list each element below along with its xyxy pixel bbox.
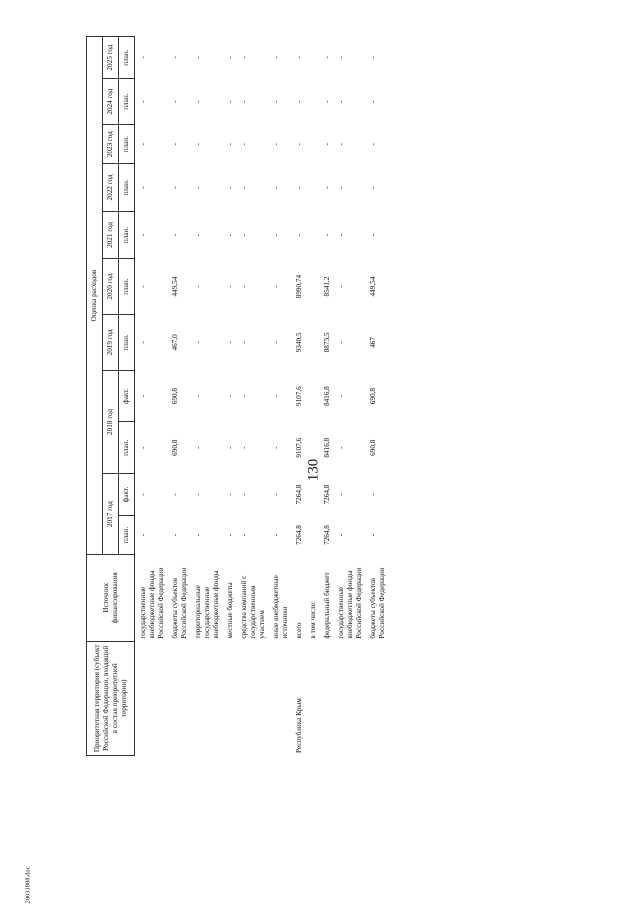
value-cell: -	[240, 143, 248, 146]
table-row	[368, 37, 388, 756]
value-cell: 7264,8	[295, 525, 303, 545]
value-cell: -	[337, 186, 345, 189]
value-cell: 8990,74	[295, 274, 303, 299]
value-cell: -	[240, 233, 248, 237]
value-cell: -	[337, 143, 345, 146]
source-cell: государственные внебюджетные фонды Российской Федерации	[337, 567, 363, 639]
value-cell	[308, 125, 319, 164]
value-cell: 690,8	[369, 388, 377, 405]
value-cell: -	[337, 56, 345, 59]
value-cell	[308, 515, 319, 554]
value-cell: -	[295, 100, 303, 103]
territory-cell	[170, 641, 190, 755]
value-cell: -	[139, 493, 147, 496]
value-cell: -	[240, 533, 248, 537]
value-cell: -	[337, 285, 345, 288]
value-cell: -	[337, 341, 345, 344]
expenses-table	[86, 36, 388, 756]
value-cell: -	[323, 186, 331, 189]
value-cell: 9107,6	[295, 386, 303, 407]
year-header: 2023 год	[103, 125, 119, 164]
value-cell: -	[323, 100, 331, 103]
value-cell: 690,8	[369, 439, 377, 456]
value-cell: -	[139, 100, 147, 103]
value-cell	[308, 370, 319, 422]
source-cell: иные внебюджетные источники	[272, 575, 289, 639]
value-cell: -	[369, 493, 377, 496]
year-header: 2025 год	[103, 37, 119, 79]
value-cell: -	[240, 285, 248, 288]
value-cell: -	[226, 186, 234, 189]
source-cell: местные бюджеты	[226, 582, 234, 639]
value-cell: -	[272, 56, 280, 59]
value-cell: 9340,5	[295, 332, 303, 353]
year-header: 2019 год	[103, 314, 119, 370]
value-cell: -	[272, 285, 280, 288]
value-cell: 467	[369, 337, 377, 348]
year-header: 2024 год	[103, 79, 119, 125]
value-cell: 7264,8	[295, 484, 303, 505]
value-cell: -	[323, 143, 331, 146]
territory-cell	[271, 641, 291, 755]
value-cell: 8541,2	[323, 276, 331, 297]
sub-header: план.	[119, 125, 135, 164]
value-cell: -	[171, 533, 179, 537]
year-header: 2020 год	[103, 259, 119, 315]
territory-cell	[368, 641, 388, 755]
value-cell: -	[171, 493, 179, 496]
value-cell: 7264,8	[323, 525, 331, 545]
value-cell: -	[323, 56, 331, 59]
territory-cell	[239, 641, 268, 755]
table-row	[239, 37, 268, 756]
value-cell: -	[139, 446, 147, 449]
territory-cell	[138, 641, 167, 755]
value-cell: -	[240, 341, 248, 344]
value-cell: -	[171, 233, 179, 237]
table-row	[271, 37, 291, 756]
sub-header: план.	[119, 422, 135, 474]
value-cell: -	[194, 394, 202, 398]
value-cell: -	[194, 56, 202, 59]
value-cell: -	[139, 285, 147, 288]
value-cell: -	[337, 533, 345, 537]
value-cell: -	[240, 100, 248, 103]
value-cell: -	[139, 143, 147, 146]
value-cell: -	[272, 233, 280, 237]
source-cell: в том числе:	[309, 601, 317, 639]
sub-header: план.	[119, 37, 135, 79]
value-cell: -	[139, 394, 147, 398]
value-cell: -	[226, 143, 234, 146]
value-cell: -	[226, 394, 234, 398]
sub-header: факт.	[119, 370, 135, 422]
source-cell: всего	[295, 622, 303, 639]
value-cell: -	[226, 233, 234, 237]
source-cell: бюджеты субъектов Российской Федерации	[171, 567, 188, 639]
value-cell: -	[337, 493, 345, 496]
value-cell: -	[272, 186, 280, 189]
value-cell: -	[272, 100, 280, 103]
value-cell: -	[337, 446, 345, 449]
value-cell: 9107,6	[295, 437, 303, 458]
value-cell: -	[369, 56, 377, 59]
year-header: 2022 год	[103, 164, 119, 211]
value-cell: 8416,8	[323, 386, 331, 407]
estimate-header: Оценка расходов	[87, 37, 103, 555]
value-cell: -	[139, 233, 147, 237]
value-cell: -	[337, 100, 345, 103]
sub-header: факт.	[119, 474, 135, 516]
year-header: 2017 год	[103, 474, 119, 555]
value-cell: -	[194, 143, 202, 146]
value-cell: -	[226, 56, 234, 59]
value-cell: -	[226, 100, 234, 103]
footer-doc-id: 20031808.doc	[24, 866, 32, 904]
value-cell: -	[240, 186, 248, 189]
value-cell: -	[295, 186, 303, 189]
value-cell: -	[194, 285, 202, 288]
value-cell: 690,8	[171, 388, 179, 405]
value-cell: 467,0	[171, 334, 179, 351]
value-cell: -	[240, 56, 248, 59]
value-cell: -	[240, 446, 248, 449]
value-cell: -	[139, 533, 147, 537]
value-cell: -	[139, 341, 147, 344]
value-cell: -	[369, 143, 377, 146]
value-cell: -	[226, 533, 234, 537]
territory-cell: Республика Крым	[295, 698, 303, 753]
year-header: 2018 год	[103, 370, 119, 473]
value-cell	[308, 474, 319, 516]
sub-header: план.	[119, 164, 135, 211]
value-cell: -	[295, 233, 303, 237]
value-cell	[308, 259, 319, 315]
value-cell: -	[369, 233, 377, 237]
table-row	[225, 37, 236, 756]
source-cell: государственные внебюджетные фонды Российской Федерации	[139, 567, 165, 639]
value-cell: 449,54	[171, 276, 179, 297]
value-cell: -	[194, 233, 202, 237]
value-cell: -	[369, 186, 377, 189]
value-cell: -	[226, 493, 234, 496]
table-row	[138, 37, 167, 756]
value-cell: -	[194, 533, 202, 537]
value-cell	[308, 314, 319, 370]
rotated-table	[86, 36, 531, 756]
value-cell: -	[272, 143, 280, 146]
table-row	[193, 37, 222, 756]
value-cell: -	[194, 493, 202, 496]
value-cell: -	[194, 446, 202, 449]
territory-cell	[225, 641, 236, 755]
table-row	[170, 37, 190, 756]
year-header: 2021 год	[103, 211, 119, 258]
sub-header: план.	[119, 211, 135, 258]
table-row	[294, 37, 305, 756]
value-cell	[308, 422, 319, 474]
value-cell: -	[194, 100, 202, 103]
value-cell: -	[226, 446, 234, 449]
page-number: 130	[305, 458, 322, 482]
table-row	[308, 37, 319, 756]
value-cell	[308, 211, 319, 258]
sub-header: план.	[119, 314, 135, 370]
table-row	[322, 37, 333, 756]
value-cell: -	[369, 533, 377, 537]
value-cell: -	[272, 394, 280, 398]
value-cell: -	[194, 186, 202, 189]
sub-header: план.	[119, 259, 135, 315]
value-cell: 7264,8	[323, 484, 331, 505]
value-cell: 449,54	[369, 276, 377, 297]
source-cell: федеральный бюджет	[323, 572, 331, 639]
value-cell: 690,8	[171, 439, 179, 456]
value-cell: -	[139, 186, 147, 189]
value-cell: 8873,5	[323, 332, 331, 353]
value-cell: -	[171, 143, 179, 146]
value-cell: -	[272, 493, 280, 496]
value-cell: -	[272, 341, 280, 344]
value-cell: -	[295, 143, 303, 146]
territory-cell	[336, 641, 365, 755]
value-cell: -	[171, 100, 179, 103]
territory-cell	[322, 641, 333, 755]
value-cell: -	[171, 56, 179, 59]
value-cell: 8416,8	[323, 437, 331, 458]
value-cell	[308, 164, 319, 211]
value-cell: -	[240, 394, 248, 398]
value-cell: -	[369, 100, 377, 103]
territory-cell	[308, 641, 319, 755]
value-cell: -	[272, 533, 280, 537]
source-header: Источник финансирования	[87, 555, 135, 642]
value-cell: -	[226, 285, 234, 288]
territory-cell	[193, 641, 222, 755]
source-cell: средства компаний с государственным участием	[240, 575, 266, 639]
value-cell: -	[337, 233, 345, 237]
value-cell: -	[139, 56, 147, 59]
value-cell	[308, 37, 319, 79]
value-cell: -	[226, 341, 234, 344]
source-cell: территориальные государственные внебюджетные фонды	[194, 570, 220, 639]
table-row	[336, 37, 365, 756]
table-body	[135, 37, 389, 756]
value-cell: -	[194, 341, 202, 344]
value-cell: -	[295, 56, 303, 59]
territory-header: Приоритетная территория (субъект Российской Федерации, входящий в состав приоритетной территории)	[87, 641, 135, 755]
value-cell: -	[171, 186, 179, 189]
value-cell	[308, 79, 319, 125]
value-cell: -	[337, 394, 345, 398]
sub-header: план.	[119, 515, 135, 554]
value-cell: -	[240, 493, 248, 496]
sub-header: план.	[119, 79, 135, 125]
value-cell: -	[323, 233, 331, 237]
value-cell: -	[272, 446, 280, 449]
source-cell: бюджеты субъектов Российской Федерации	[369, 567, 386, 639]
